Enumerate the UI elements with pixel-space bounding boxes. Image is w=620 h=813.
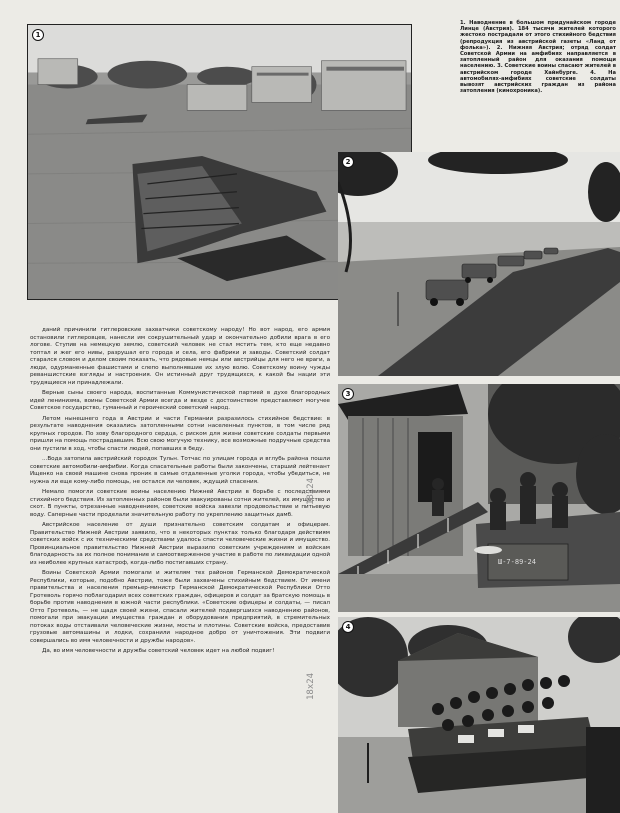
photo-amphibian-column [338, 152, 620, 376]
article-paragraph: даний причинили гитлеровские захватчики советскому народу! Но вот народ, его армия остановили гитлеровцев, нанесли им сокрушительный удар и окончательно добили врага в его логове. Ступив на немецкую землю, советский человек не стал мстить тем, кто еще недавно топтал и жег его нивы, разрушал его города и села, его фабрики и заводы. Советский солдат старался словом и делом своим показать, что рядовые немцы или австрийцы для него не враги, а люди, одурманенные фашистами и слепо выполнявшие их злую волю. Советскому воину чужды реваншистские взгляды и настроения. Он истинный друг трудящихся, к какой бы нации эти трудящиеся ни принадлежали. [30, 327, 330, 386]
vehicle-plate: Ш-7-89-24 [498, 558, 536, 566]
photo-caption: 1. Наводнение в большом придунайском городе Линце (Австрия). 184 тысячи жителей которого жестоко пострадали от этого стихийного бедствия (репродукция из австрийской газеты «Ланд от фолька»). 2. Нижняя Австрия; отряд солдат Советской Армии на амфибиях направляется в затопленный район для оказания помощи населению. 3. Советские воины спасают жителей в австрийском городе Хайнбурге. 4. На автомобилях-амфибиях советские солдаты вывозят австрийских граждан из района затопления (кинохроника). [460, 20, 616, 95]
article-paragraph: ...Вода затопила австрийский городок Тульн. Тотчас по улицам города и вглубь района пошли советские автомобили-амфибии. Когда спасательные работы были закончены, старший лейтенант Ищенко на своей машине снова проник в самые отдаленные уголки города, чтобы убедиться, не нужна ли еще кому-либо помощь, не остался ли человек, ждущий спасения. [30, 456, 330, 485]
margin-note-size: 18x24 [306, 672, 316, 700]
photo-rescue-hainburg [338, 384, 620, 612]
photo-number-badge: 2 [342, 156, 354, 168]
article-paragraph: Верные сыны своего народа, воспитанные Коммунистической партией в духе благородных идей ленинизма, воины Советской Армии всегда и везде с достоинством представляют могучее Советское государство, гуманный и героический советский народ. [30, 390, 330, 411]
article-paragraph: Да, во имя человечности и дружбы советский человек идет на любой подвиг! [42, 648, 275, 654]
article-paragraph: Летом нынешнего года в Австрии и части Германии разразилось стихийное бедствие: в результате наводнения оказались затопленными сотни населенных пунктов, в том числе ряд крупных городов. По зову благородного сердца, с риском для жизни советские солдаты первыми пришли на помощь пострадавшим. Всю свою могучую технику, все возможные подручные средства они пустили в ход, чтобы спасти людей, попавших в беду. [30, 415, 330, 452]
photo-number-badge: 4 [342, 621, 354, 633]
photo-amphibian-boat [338, 617, 620, 813]
photo-number-badge: 1 [32, 29, 44, 41]
margin-note-size: 18x24 [306, 477, 316, 505]
photo-number-badge: 3 [342, 388, 354, 400]
article-paragraph: Австрийское население от души признательно советским солдатам и офицерам. Правительство Нижней Австрии заявило, что в некоторых пунктах только благодаря действиям советских войск с их техническими средствами удалось спасти человеческие жизни и имущество. Провинциальное правительство Нижней Австрии выразило советским учреждениям и войскам благодарность за их полное понимание и самоотверженное участие в работе по ликвидации одной из неиболее крупных катастроф, когда-либо постигавших страну. [30, 522, 330, 566]
article-paragraph: Немало помогли советские воины населению Нижней Австрии в борьбе с последствиями стихийного бедствия. Из затопленных районов были эвакуированы сотни жителей, их имущество и скот. В пункты, отрезанные наводнением, советские войска завезли продовольствие и питьевую воду. Саперные части проделали значительную работу по укреплению защитных дамб. [30, 489, 330, 518]
article-paragraph: Воины Советской Армии помогали и жителям тех районов Германской Демократической Республики, которые, подобно Австрии, тоже были захвачены стихийным бедствием. От имени правительства и населения премьер-министр Германской Демократической Республики Отто Гротеволь горячо поблагодарил всех советских граждан, офицеров и солдат за братскую помощь в борьбе против наводнения в южной части республики. «Советские офицеры и солдаты, — писал Отто Гротеволь, — не щадя своей жизни, спасали жителей подвергшихся наводнению районов, помогали при эвакуации имущества граждан и оборудования предприятий, в стремительных потоках воды отстаивали человеческие жизни, мосты и плотины. Советские войска, предоставив грузовые автомашины и лодки, сохранили народное добро от уничтожения. Эти подвиги совершались во имя человечности и дружбы народов». [30, 570, 330, 644]
article-body [30, 327, 330, 811]
